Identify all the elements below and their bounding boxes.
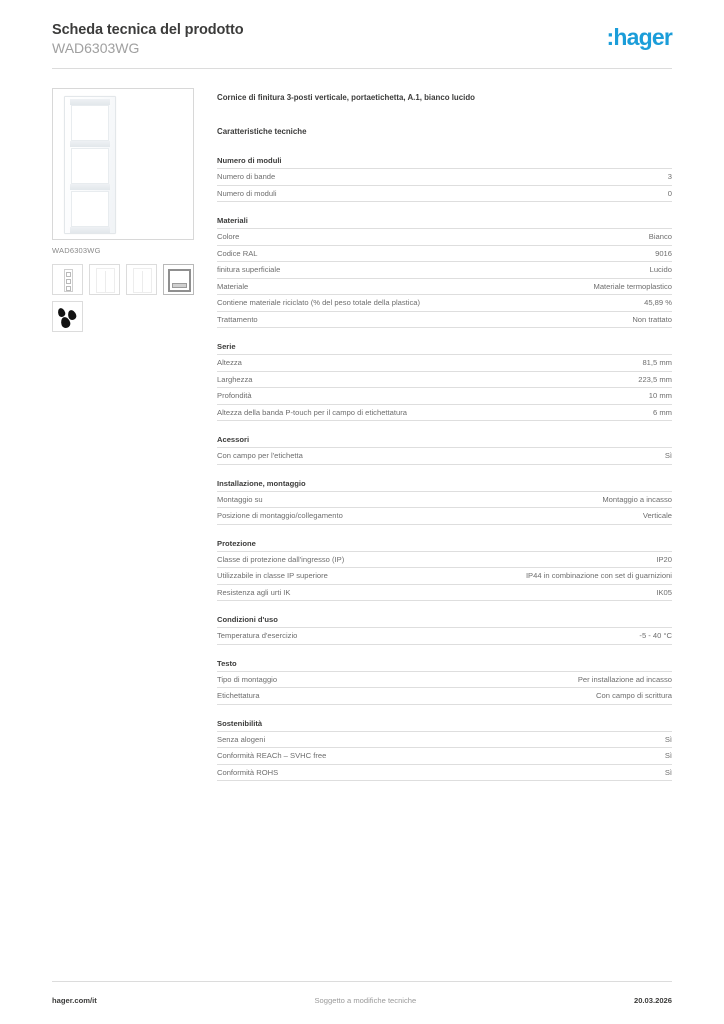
spec-label: Resistenza agli urti IK xyxy=(217,587,291,597)
frame-window xyxy=(71,148,109,184)
spec-value: IK05 xyxy=(656,587,672,597)
spec-row xyxy=(217,627,672,645)
spec-row xyxy=(217,168,672,185)
footer-divider xyxy=(52,981,672,982)
spec-value: Verticale xyxy=(642,511,672,520)
specification-group xyxy=(217,615,672,645)
spec-label: Larghezza xyxy=(217,374,253,384)
frame-window-icon xyxy=(66,286,71,291)
spec-value: IP44 in combinazione con set di guarnizioni xyxy=(525,571,672,580)
frame-window-icon xyxy=(66,272,71,277)
spec-value: 223,5 mm xyxy=(638,374,672,384)
product-description: Cornice di finitura 3-posti verticale, portaetichetta, A.1, bianco lucido xyxy=(217,93,475,102)
specification-group xyxy=(217,435,672,465)
spec-row xyxy=(217,731,672,748)
page-header xyxy=(52,20,672,70)
hager-logo: :hager xyxy=(606,24,672,50)
spec-value: Sì xyxy=(664,767,672,777)
spec-label: Contiene materiale riciclato (% del peso totale della plastica) xyxy=(217,298,421,307)
product-image[interactable] xyxy=(52,88,194,240)
spec-value: -5 - 40 °C xyxy=(639,631,672,640)
page-title: Scheda tecnica del prodotto xyxy=(52,22,244,38)
spec-row xyxy=(217,294,672,311)
thumbnail-frame-blank-2[interactable] xyxy=(126,264,157,295)
group-title: Testo xyxy=(217,658,237,668)
spec-label: Codice RAL xyxy=(217,248,258,258)
spec-row xyxy=(217,507,672,525)
group-title: Installazione, montaggio xyxy=(217,478,306,488)
spec-value: Materiale termoplastico xyxy=(593,281,672,291)
spec-value: Sì xyxy=(664,451,672,460)
footer-date: 20.03.2026 xyxy=(633,996,672,1005)
specifications-heading: Caratteristiche tecniche xyxy=(217,127,307,136)
image-caption: WAD6303WG xyxy=(52,246,101,255)
spec-label: Altezza della banda P-touch per il campo di etichettatura xyxy=(217,407,407,417)
spec-value: Per installazione ad incasso xyxy=(577,674,672,684)
frame-band xyxy=(70,227,110,233)
header-divider xyxy=(52,68,672,69)
product-reference: WAD6303WG xyxy=(52,40,140,56)
spec-value: 10 mm xyxy=(648,391,672,400)
specification-group xyxy=(217,156,672,202)
spec-value: 3 xyxy=(667,172,672,181)
spec-label: finitura superficiale xyxy=(217,265,281,274)
label-field-icon xyxy=(168,269,191,292)
spec-row xyxy=(217,354,672,371)
spec-value: 45,89 % xyxy=(644,298,672,307)
frame-window xyxy=(71,191,109,227)
thumbnail-label-field[interactable] xyxy=(163,264,194,295)
group-title: Condizioni d'uso xyxy=(217,615,278,624)
spec-label: Utilizzabile in classe IP superiore xyxy=(217,571,328,580)
footer-website-link[interactable]: hager.com/it xyxy=(52,996,97,1005)
spec-label: Materiale xyxy=(217,281,249,291)
spec-row xyxy=(217,567,672,584)
spec-value: Sì xyxy=(664,751,672,760)
page-footer xyxy=(52,996,672,1005)
spec-row xyxy=(217,671,672,688)
spec-row xyxy=(217,245,672,262)
group-title: Serie xyxy=(217,342,236,351)
water-drops-icon xyxy=(53,302,82,331)
label-bar-icon xyxy=(172,283,187,288)
spec-label: Posizione di montaggio/collegamento xyxy=(217,511,343,520)
spec-value: IP20 xyxy=(656,554,672,564)
media-column xyxy=(52,88,194,332)
header-titles xyxy=(52,20,243,57)
frame-outline-icon xyxy=(96,268,115,293)
frame-band xyxy=(70,141,110,147)
footer-disclaimer: Soggetto a modifiche tecniche xyxy=(314,996,417,1005)
specification-group xyxy=(217,479,672,525)
spec-label: Conformità REACh – SVHC free xyxy=(217,751,327,760)
thumbnail-frame-blank-1[interactable] xyxy=(89,264,120,295)
spec-row xyxy=(217,185,672,203)
spec-row xyxy=(217,228,672,245)
spec-value: Bianco xyxy=(648,232,672,241)
spec-value: Con campo di scrittura xyxy=(596,691,672,700)
specification-groups xyxy=(217,156,672,781)
spec-row xyxy=(217,261,672,278)
frame-outline-icon xyxy=(133,268,152,293)
group-title: Protezione xyxy=(217,538,256,548)
spec-label: Numero di bande xyxy=(217,172,276,181)
frame-band xyxy=(70,184,110,190)
spec-row xyxy=(217,551,672,568)
spec-row xyxy=(217,491,672,508)
specification-group xyxy=(217,719,672,782)
specification-group xyxy=(217,216,672,328)
group-title: Numero di moduli xyxy=(217,156,282,165)
group-title: Acessori xyxy=(217,435,250,444)
spec-row xyxy=(217,584,672,602)
spec-row xyxy=(217,687,672,705)
thumbnail-water-drops-ip[interactable] xyxy=(52,301,83,332)
spec-value: Sì xyxy=(664,734,672,744)
frame-window-icon xyxy=(66,279,71,284)
spec-label: Con campo per l'etichetta xyxy=(217,451,303,460)
spec-label: Montaggio su xyxy=(217,494,263,504)
spec-value: 9016 xyxy=(655,248,672,258)
spec-value: Lucido xyxy=(649,265,672,274)
spec-label: Conformità ROHS xyxy=(217,767,279,777)
product-frame-illustration xyxy=(64,96,116,234)
spec-value: 0 xyxy=(667,188,672,198)
spec-label: Senza alogeni xyxy=(217,734,266,744)
spec-label: Profondità xyxy=(217,391,252,400)
spec-row xyxy=(217,311,672,329)
spec-label: Etichettatura xyxy=(217,691,260,700)
specification-group xyxy=(217,659,672,705)
spec-label: Altezza xyxy=(217,358,242,367)
spec-label: Classe di protezione dall'ingresso (IP) xyxy=(217,554,345,564)
spec-label: Numero di moduli xyxy=(217,188,277,198)
frame-icon xyxy=(64,269,73,292)
spec-label: Temperatura d'esercizio xyxy=(217,631,298,640)
spec-row xyxy=(217,764,672,782)
spec-value: Non trattato xyxy=(632,314,672,324)
specifications-column xyxy=(217,93,672,795)
thumbnail-frame-3-gang[interactable] xyxy=(52,264,83,295)
specification-group xyxy=(217,342,672,421)
spec-value: Montaggio a incasso xyxy=(602,494,672,504)
frame-window xyxy=(71,105,109,141)
spec-row xyxy=(217,387,672,404)
thumbnail-gallery xyxy=(52,264,198,332)
specification-group xyxy=(217,539,672,602)
spec-row xyxy=(217,747,672,764)
spec-value: 81,5 mm xyxy=(642,358,672,367)
group-title: Sostenibilità xyxy=(217,718,263,728)
spec-row xyxy=(217,278,672,295)
spec-label: Trattamento xyxy=(217,314,258,324)
spec-row xyxy=(217,447,672,465)
spec-row xyxy=(217,404,672,422)
spec-row xyxy=(217,371,672,388)
spec-label: Tipo di montaggio xyxy=(217,674,278,684)
spec-label: Colore xyxy=(217,232,240,241)
spec-value: 6 mm xyxy=(653,407,672,417)
group-title: Materiali xyxy=(217,216,248,225)
